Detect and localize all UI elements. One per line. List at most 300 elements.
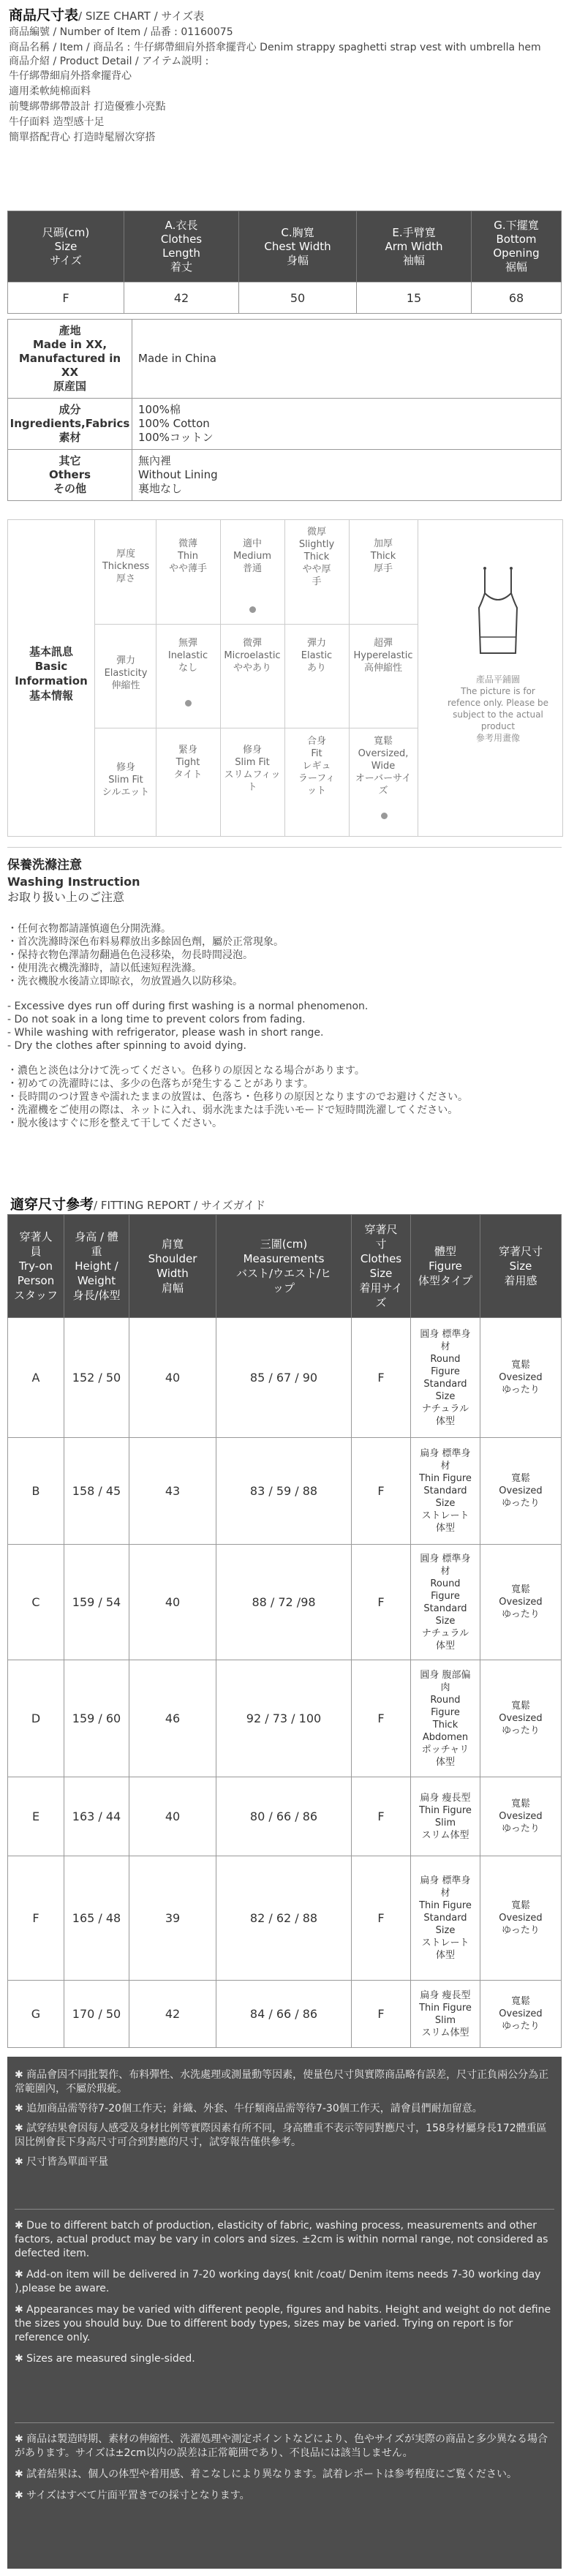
header-line: Length (162, 246, 200, 260)
figure-line: Size (435, 1390, 456, 1402)
product-detail-line: 牛仔綁帶細肩外搭傘擺背心 (9, 70, 132, 82)
header-line: 穿著人 (19, 1230, 53, 1243)
figure-line: 扁身 瘦長型 (420, 1989, 471, 2001)
fit-feel-cell (480, 1856, 562, 1981)
bottom-cell: 68 (472, 282, 562, 314)
header-line: Try-on (18, 1259, 53, 1273)
size-chart-title (9, 4, 557, 24)
figure-line: ストレート (421, 1937, 469, 1948)
length-col-header (124, 211, 239, 282)
label-line: 產地 (59, 324, 81, 337)
washing-group-jp (7, 1064, 562, 1130)
label-line: Others (48, 468, 91, 481)
list-item: - Dry the clothes after spinning to avoid dying. (7, 1040, 246, 1052)
label-line: 素材 (59, 431, 81, 444)
option-line: なし (178, 663, 197, 674)
option-line: ズ (378, 786, 388, 796)
figure-line: 体型 (435, 1756, 455, 1768)
figure-line: ナチュラル (421, 1403, 469, 1415)
figure-line: 体型 (435, 1523, 455, 1534)
caption-line: refence only. Please be (447, 698, 549, 708)
size-chart-title-main: 商品尺寸表 (9, 7, 79, 23)
washing-title-en: Washing Instruction (7, 875, 140, 889)
clothes-size-cell: F (352, 1545, 411, 1660)
list-item: ・初めての洗濯時には、多少の色落ちが発生することがあります。 (7, 1078, 314, 1090)
washing-list (7, 922, 562, 1130)
washing-title-cn: 保養洗滌注意 (7, 858, 82, 873)
fit-feel-line: 寬鬆 (510, 1900, 530, 1911)
figure-line: Round (430, 1694, 461, 1706)
figure-line: 扁身 標準身 (420, 1875, 471, 1886)
figure-line: Abdomen (422, 1731, 469, 1743)
fit-feel-line: ゆったり (502, 1498, 540, 1509)
option-line: ト (247, 782, 257, 793)
chest-col-header (239, 211, 357, 282)
thickness-option-thin (159, 538, 217, 575)
fit-option-oversized (352, 735, 415, 797)
header-line: 寸 (375, 1238, 387, 1251)
elasticity-label (97, 655, 154, 692)
fit-feel-col-header (480, 1215, 562, 1318)
figure-cell (411, 1660, 480, 1777)
note-line: ✱ 試着結果は、個人の体型や着用感、着こなしにより異なります。試着レポートは参考程度にご覧ください。 (15, 2468, 518, 2480)
notes-jp (7, 2433, 562, 2503)
label-line: Thickness (102, 561, 150, 572)
product-detail-list (9, 69, 557, 146)
basic-info-label (8, 644, 94, 703)
option-line: Thick (370, 551, 396, 562)
note-line: ✱ Appearances may be varied with different people, figures and habits. Height and weight do not define the sizes you should buy. Due to different body types, sizes may be varied. Trying on report is for reference only. (15, 2304, 551, 2343)
figure-cell (411, 1545, 480, 1660)
caption-line: 產品平鋪圖 (475, 674, 520, 685)
list-item: ・洗衣機脫水後請立即晾衣，勿放置過久以防移染。 (7, 976, 243, 987)
fit-label (97, 761, 154, 799)
label-line: シルエット (102, 787, 150, 798)
thickness-selected-dot (249, 606, 256, 613)
figure-line: Round (430, 1578, 461, 1589)
fit-feel-cell (480, 1438, 562, 1545)
option-line: レギュ (302, 761, 331, 772)
figure-line: 材 (440, 1461, 450, 1472)
option-line: 手 (312, 576, 322, 587)
note-line: ✱ 商品會因不同批製作、布料彈性、水洗處理或測量動等因素，使量色尺寸與實際商品略有誤差，尺寸正負兩公分為正常範圍內，不屬於瑕疵。 (15, 2069, 549, 2095)
list-item: ・保持衣物色澤請勿翻過色色浸移染，勿長時間浸泡。 (7, 949, 253, 961)
figure-line: 圓身 標準身 (420, 1328, 471, 1340)
elasticity-selected-dot (185, 700, 192, 707)
table-row (8, 1545, 562, 1660)
note-line: ✱ Due to different batch of production, elasticity of fabric, washing process, measurements and other factors, actual product may be vary in colors and sizes. ±2cm is within normal range, not considered as defected item. (15, 2220, 548, 2259)
header-line: 着用感 (504, 1274, 537, 1287)
header-line: 肩幅 (161, 1281, 184, 1295)
person-cell: G (8, 1981, 64, 2048)
arm-col-header (357, 211, 472, 282)
header-line: Bottom Opening (493, 233, 540, 260)
elasticity-option-microelastic (223, 637, 282, 674)
picture-caption (439, 674, 556, 744)
person-cell: D (8, 1660, 64, 1777)
shoulder-col-header (129, 1215, 216, 1318)
figure-line: Thin Figure (419, 1900, 472, 1911)
note-line: ✱ サイズはすべて片面平置きでの採寸となります。 (15, 2490, 250, 2501)
others-row (8, 450, 562, 501)
header-line: ップ (272, 1281, 295, 1295)
figure-line: 扁身 標準身 (420, 1448, 471, 1459)
product-flat-image (439, 564, 556, 744)
product-detail-line: 適用柔軟純棉面料 (9, 86, 91, 97)
fit-feel-line: Ovesized (499, 1713, 543, 1724)
fit-feel-cell (480, 1981, 562, 2048)
list-item: ・長時間のつけ置きや濡れたままの放置は、色落ち・色移りの原因となりますのでお避けください。 (7, 1091, 468, 1103)
clothes-size-cell: F (352, 1777, 411, 1856)
fit-feel-line: ゆったり (502, 1925, 540, 1936)
header-line: 重 (91, 1245, 102, 1258)
figure-line: 肉 (440, 1681, 450, 1693)
note-line: ✱ Add-on item will be delivered in 7-20 working days( knit /coat/ Denim items needs 7-30 working day ),please be aware. (15, 2269, 541, 2294)
header-line: 尺碼(cm) (42, 225, 90, 239)
figure-line: Slim (434, 2014, 456, 2026)
table-row (8, 1318, 562, 1438)
value-line: 無內裡 (138, 454, 172, 467)
value-line: 100% Cotton (138, 417, 210, 430)
figure-line: 材 (440, 1888, 450, 1899)
elasticity-option-inelastic (159, 637, 217, 674)
option-line: やや薄手 (168, 563, 207, 574)
caption-line: product (480, 721, 516, 731)
option-line: 高伸縮性 (363, 663, 402, 674)
option-line: 加厚 (373, 538, 393, 549)
figure-line: 体型 (435, 1415, 455, 1427)
figure-line: Size (435, 1615, 456, 1627)
label-line: Slim Fit (108, 775, 143, 786)
elasticity-option-elastic (287, 637, 346, 674)
option-line: Slightly (298, 539, 335, 550)
figure-line: Thin Figure (419, 2002, 472, 2014)
height-weight-cell: 159 / 54 (64, 1545, 129, 1660)
option-line: あり (306, 663, 326, 674)
vest-outline-icon (439, 564, 556, 666)
washing-instruction-section (7, 847, 562, 1213)
fit-feel-line: ゆったり (502, 1609, 540, 1620)
item-number: 商品編號 / Number of Item / 品番 : 01160075 (9, 26, 233, 38)
product-detail-line: 簡單搭配背心 打造時髦層次穿搭 (9, 132, 156, 143)
measurements-cell: 80 / 66 / 86 (216, 1777, 352, 1856)
fitting-header-row (8, 1215, 562, 1318)
fit-feel-line: ゆったり (502, 1823, 540, 1834)
product-detail-label: 商品介紹 / Product Detail / アイテム説明 : (9, 56, 209, 67)
others-label (8, 450, 132, 501)
header-line: Clothes (160, 233, 203, 246)
header-line: Clothes (360, 1252, 402, 1265)
header-line: ズ (375, 1296, 387, 1309)
figure-line: Thin Figure (419, 1473, 472, 1484)
item-name: 商品名稱 / Item / 商品名 : 牛仔綁帶細肩外搭傘擺背心 Denim strappy spaghetti strap vest with umbrella hem (9, 42, 541, 53)
note-line: ✱ 尺寸皆為單面平量 (15, 2156, 109, 2168)
figure-line: Thin Figure (419, 1804, 472, 1816)
notes-panel (7, 2057, 562, 2569)
measurements-cell: 83 / 59 / 88 (216, 1438, 352, 1545)
basic-info-panel (7, 519, 563, 837)
option-line: 微厚 (306, 527, 326, 538)
height-weight-cell: 158 / 45 (64, 1438, 129, 1545)
label-line: 基本情報 (29, 689, 73, 702)
option-line: Hyperelastic (353, 650, 413, 661)
value-line: 100%コットン (138, 431, 214, 444)
option-line: Medium (233, 551, 271, 562)
header-line: サイズ (50, 253, 82, 267)
divider (15, 2422, 554, 2423)
measurements-cell: 85 / 67 / 90 (216, 1318, 352, 1438)
origin-row (8, 320, 562, 399)
divider (15, 2209, 554, 2210)
thickness-label (97, 548, 154, 585)
height-weight-cell: 163 / 44 (64, 1777, 129, 1856)
header-line: A.衣長 (165, 219, 198, 232)
divider (284, 520, 285, 836)
caption-line: subject to the actual (453, 709, 543, 720)
header-line: 穿著尺寸 (498, 1245, 543, 1258)
fit-feel-line: 寬鬆 (510, 1701, 530, 1711)
fit-feel-line: ゆったり (502, 2021, 540, 2032)
fit-feel-line: Ovesized (499, 1597, 543, 1608)
fit-feel-cell (480, 1660, 562, 1777)
fit-feel-line: 寬鬆 (510, 1584, 530, 1595)
header-line: Shoulder (148, 1252, 197, 1265)
figure-line: 圓身 腹部偏 (420, 1669, 471, 1681)
figure-line: Standard (423, 1378, 467, 1390)
height-weight-cell: 152 / 50 (64, 1318, 129, 1438)
header-line: Height / (75, 1259, 118, 1273)
option-line: やや厚 (302, 564, 331, 575)
figure-line: 体型 (435, 1640, 455, 1652)
person-cell: E (8, 1777, 64, 1856)
option-line: ット (306, 786, 326, 796)
header-line: 体型タイプ (418, 1274, 473, 1287)
washing-group-cn (7, 922, 562, 988)
fit-option-tight (159, 744, 217, 781)
option-line: 合身 (306, 736, 326, 747)
value-line: 100%棉 (138, 403, 181, 416)
header-line: 着丈 (170, 260, 192, 274)
person-col-header (8, 1215, 64, 1318)
list-item: ・洗濯機をご使用の際は、ネットに入れ、弱水洗または手洗いモードで短時間洗濯してください。 (7, 1104, 459, 1116)
option-line: 彈力 (306, 638, 326, 649)
label-line: Made in XX, (32, 338, 107, 351)
shoulder-cell: 40 (129, 1318, 216, 1438)
figure-line: 圓身 標準身 (420, 1553, 471, 1564)
thickness-option-medium (223, 538, 282, 575)
fit-option-slim (223, 744, 282, 794)
header-line: Arm Width (385, 239, 443, 253)
elasticity-option-hyperelastic (352, 637, 415, 674)
option-line: 無彈 (178, 638, 197, 649)
label-line: 原産国 (53, 380, 86, 393)
label-line: Basic (34, 660, 68, 673)
figure-line: Size (435, 1925, 456, 1936)
measurements-cell: 88 / 72 /98 (216, 1545, 352, 1660)
arm-cell: 15 (357, 282, 472, 314)
table-row (8, 1856, 562, 1981)
option-line: Slim Fit (235, 757, 270, 768)
option-line: 超彈 (373, 638, 393, 649)
size-cell: F (8, 282, 124, 314)
option-line: 普通 (242, 563, 262, 574)
figure-line: 体型 (435, 1950, 455, 1961)
shoulder-cell: 43 (129, 1438, 216, 1545)
option-line: Thin (177, 551, 199, 562)
option-line: Wide (371, 761, 396, 772)
list-item: ・使用洗衣機洗滌時，請以低速短程洗滌。 (7, 963, 202, 974)
option-line: 適中 (242, 538, 262, 549)
fit-feel-line: 寬鬆 (510, 1996, 530, 2007)
size-chart-title-sub: / SIZE CHART / サイズ表 (78, 10, 205, 23)
header-line: 身長/体型 (72, 1289, 121, 1302)
measurements-col-header (216, 1215, 352, 1318)
size-col-header (8, 211, 124, 282)
clothes-size-col-header (352, 1215, 411, 1318)
header-line: Width (156, 1267, 189, 1280)
label-line: Ingredients,Fabrics (10, 417, 130, 430)
figure-line: Figure (431, 1706, 460, 1718)
option-line: Fit (311, 748, 322, 759)
label-line: Manufactured in (18, 352, 121, 365)
washing-group-en (7, 1000, 562, 1052)
figure-line: Standard (423, 1485, 467, 1496)
fit-selected-dot (381, 813, 388, 819)
fit-feel-line: ゆったり (502, 1385, 540, 1396)
size-table (7, 211, 562, 314)
fitting-title-main: 適穿尺寸參考 (10, 1197, 94, 1213)
fit-option-fit (287, 735, 346, 797)
figure-line: 材 (440, 1341, 450, 1352)
header-line: 穿著尺 (364, 1223, 398, 1236)
figure-line: ストレート (421, 1510, 469, 1521)
label-line: 彈力 (116, 655, 135, 666)
fitting-report-table (7, 1214, 562, 2048)
header-line: Weight (77, 1274, 116, 1287)
option-line: 緊身 (178, 745, 197, 756)
option-line: 修身 (242, 745, 262, 756)
header-line: 身幅 (286, 253, 309, 267)
fit-feel-line: Ovesized (499, 1811, 543, 1822)
option-line: タイト (173, 769, 203, 780)
table-row (8, 1981, 562, 2048)
label-line: XX (61, 366, 79, 379)
option-line: 厚手 (373, 563, 393, 574)
label-line: 基本訊息 (29, 645, 73, 658)
product-detail-line: 前雙綁帶綁帶設計 打造優雅小亮點 (9, 101, 166, 113)
list-item: ・首次洗滌時深色布料易釋放出多餘固色劑，屬於正常現象。 (7, 936, 284, 948)
figure-line: Standard (423, 1913, 467, 1924)
header-line: Measurements (243, 1252, 325, 1265)
others-value (132, 450, 562, 501)
label-line: 成分 (59, 403, 81, 416)
figure-line: 材 (440, 1565, 450, 1577)
figure-cell (411, 1777, 480, 1856)
figure-line: Round (430, 1353, 461, 1365)
origin-label (8, 320, 132, 399)
value-line: Without Lining (138, 468, 218, 481)
header-line: Chest Width (264, 239, 331, 253)
figure-line: スリム体型 (421, 1829, 469, 1841)
list-item: ・濃色と淡色は分けて洗ってください。色移りの原因となる場合があります。 (7, 1065, 365, 1077)
fit-feel-line: 寬鬆 (510, 1360, 530, 1371)
header-line: Figure (429, 1259, 462, 1273)
person-cell: A (8, 1318, 64, 1438)
header-line: 肩寬 (161, 1238, 184, 1251)
option-line: Oversized, (358, 748, 409, 759)
table-row (8, 282, 562, 314)
option-line: スリムフィッ (224, 769, 281, 780)
header-line: スタッフ (13, 1289, 58, 1302)
person-cell: B (8, 1438, 64, 1545)
header-line: 體型 (434, 1245, 456, 1258)
list-item: ・脱水後はすぐに形を整えて干してください。 (7, 1118, 222, 1129)
fit-feel-cell (480, 1545, 562, 1660)
fit-feel-cell (480, 1318, 562, 1438)
list-item: - While washing with refrigerator, please wash in short range. (7, 1027, 324, 1039)
note-line: ✱ 追加商品需等待7-20個工作天；針織、外套、牛仔類商品需等待7-30個工作天，請會員們耐加留意。 (15, 2103, 483, 2114)
note-line: ✱ Sizes are measured single-sided. (15, 2353, 195, 2365)
caption-line: 參考用畫像 (475, 733, 520, 743)
clothes-size-cell: F (352, 1660, 411, 1777)
header-line: G.下擺寬 (494, 219, 539, 232)
header-line: 身高 / 體 (75, 1230, 118, 1243)
option-line: Tight (176, 757, 200, 768)
clothes-size-cell: F (352, 1981, 411, 2048)
measurements-cell: 84 / 66 / 86 (216, 1981, 352, 2048)
header-line: E.手臂寬 (392, 225, 436, 239)
washing-title-jp: お取り扱い上のご注意 (7, 890, 125, 904)
height-weight-cell: 165 / 48 (64, 1856, 129, 1981)
list-item: - Do not soak in a long time to prevent colors from fading. (7, 1014, 306, 1025)
fit-feel-line: ゆったり (502, 1725, 540, 1736)
size-table-header-row (8, 211, 562, 282)
height-weight-col-header (64, 1215, 129, 1318)
list-item: - Excessive dyes run off during first washing is a normal phenomenon. (7, 1001, 369, 1012)
chest-cell: 50 (239, 282, 357, 314)
bottom-col-header (472, 211, 562, 282)
option-line: Inelastic (167, 650, 208, 661)
measurements-cell: 82 / 62 / 88 (216, 1856, 352, 1981)
person-cell: C (8, 1545, 64, 1660)
shoulder-cell: 46 (129, 1660, 216, 1777)
fit-feel-line: Ovesized (499, 1913, 543, 1924)
label-line: その他 (53, 482, 86, 495)
table-row (8, 1438, 562, 1545)
thickness-option-slightly-thick (287, 526, 346, 588)
header-line: 員 (30, 1245, 42, 1258)
header-line: Size (509, 1259, 532, 1273)
option-line: ややあり (233, 663, 271, 674)
label-line: 厚さ (116, 573, 135, 584)
value-line: 裏地なし (138, 482, 183, 495)
divider (94, 624, 418, 625)
note-line: ✱ 商品は製造時期、素材の伸縮性、洗濯処理や測定ポイントなどにより、色やサイズが実際の商品と多少異なる場合があります。サイズは±2cm以内の誤差は正常範囲であり、不良品には該当しません。 (15, 2433, 548, 2459)
figure-line: Standard (423, 1603, 467, 1614)
header-line: Size (369, 1267, 393, 1280)
notes-en (7, 2219, 562, 2366)
label-line: 其它 (59, 454, 81, 467)
shoulder-cell: 39 (129, 1856, 216, 1981)
fit-feel-line: Ovesized (499, 1485, 543, 1496)
label-line: 伸縮性 (111, 680, 140, 691)
figure-line: Thick (432, 1719, 459, 1730)
label-line: Information (15, 674, 88, 688)
header-line: 三圍(cm) (260, 1238, 308, 1251)
fit-feel-line: Ovesized (499, 2008, 543, 2019)
header-line: 着用サイ (359, 1281, 403, 1295)
header-line: Size (54, 239, 78, 253)
